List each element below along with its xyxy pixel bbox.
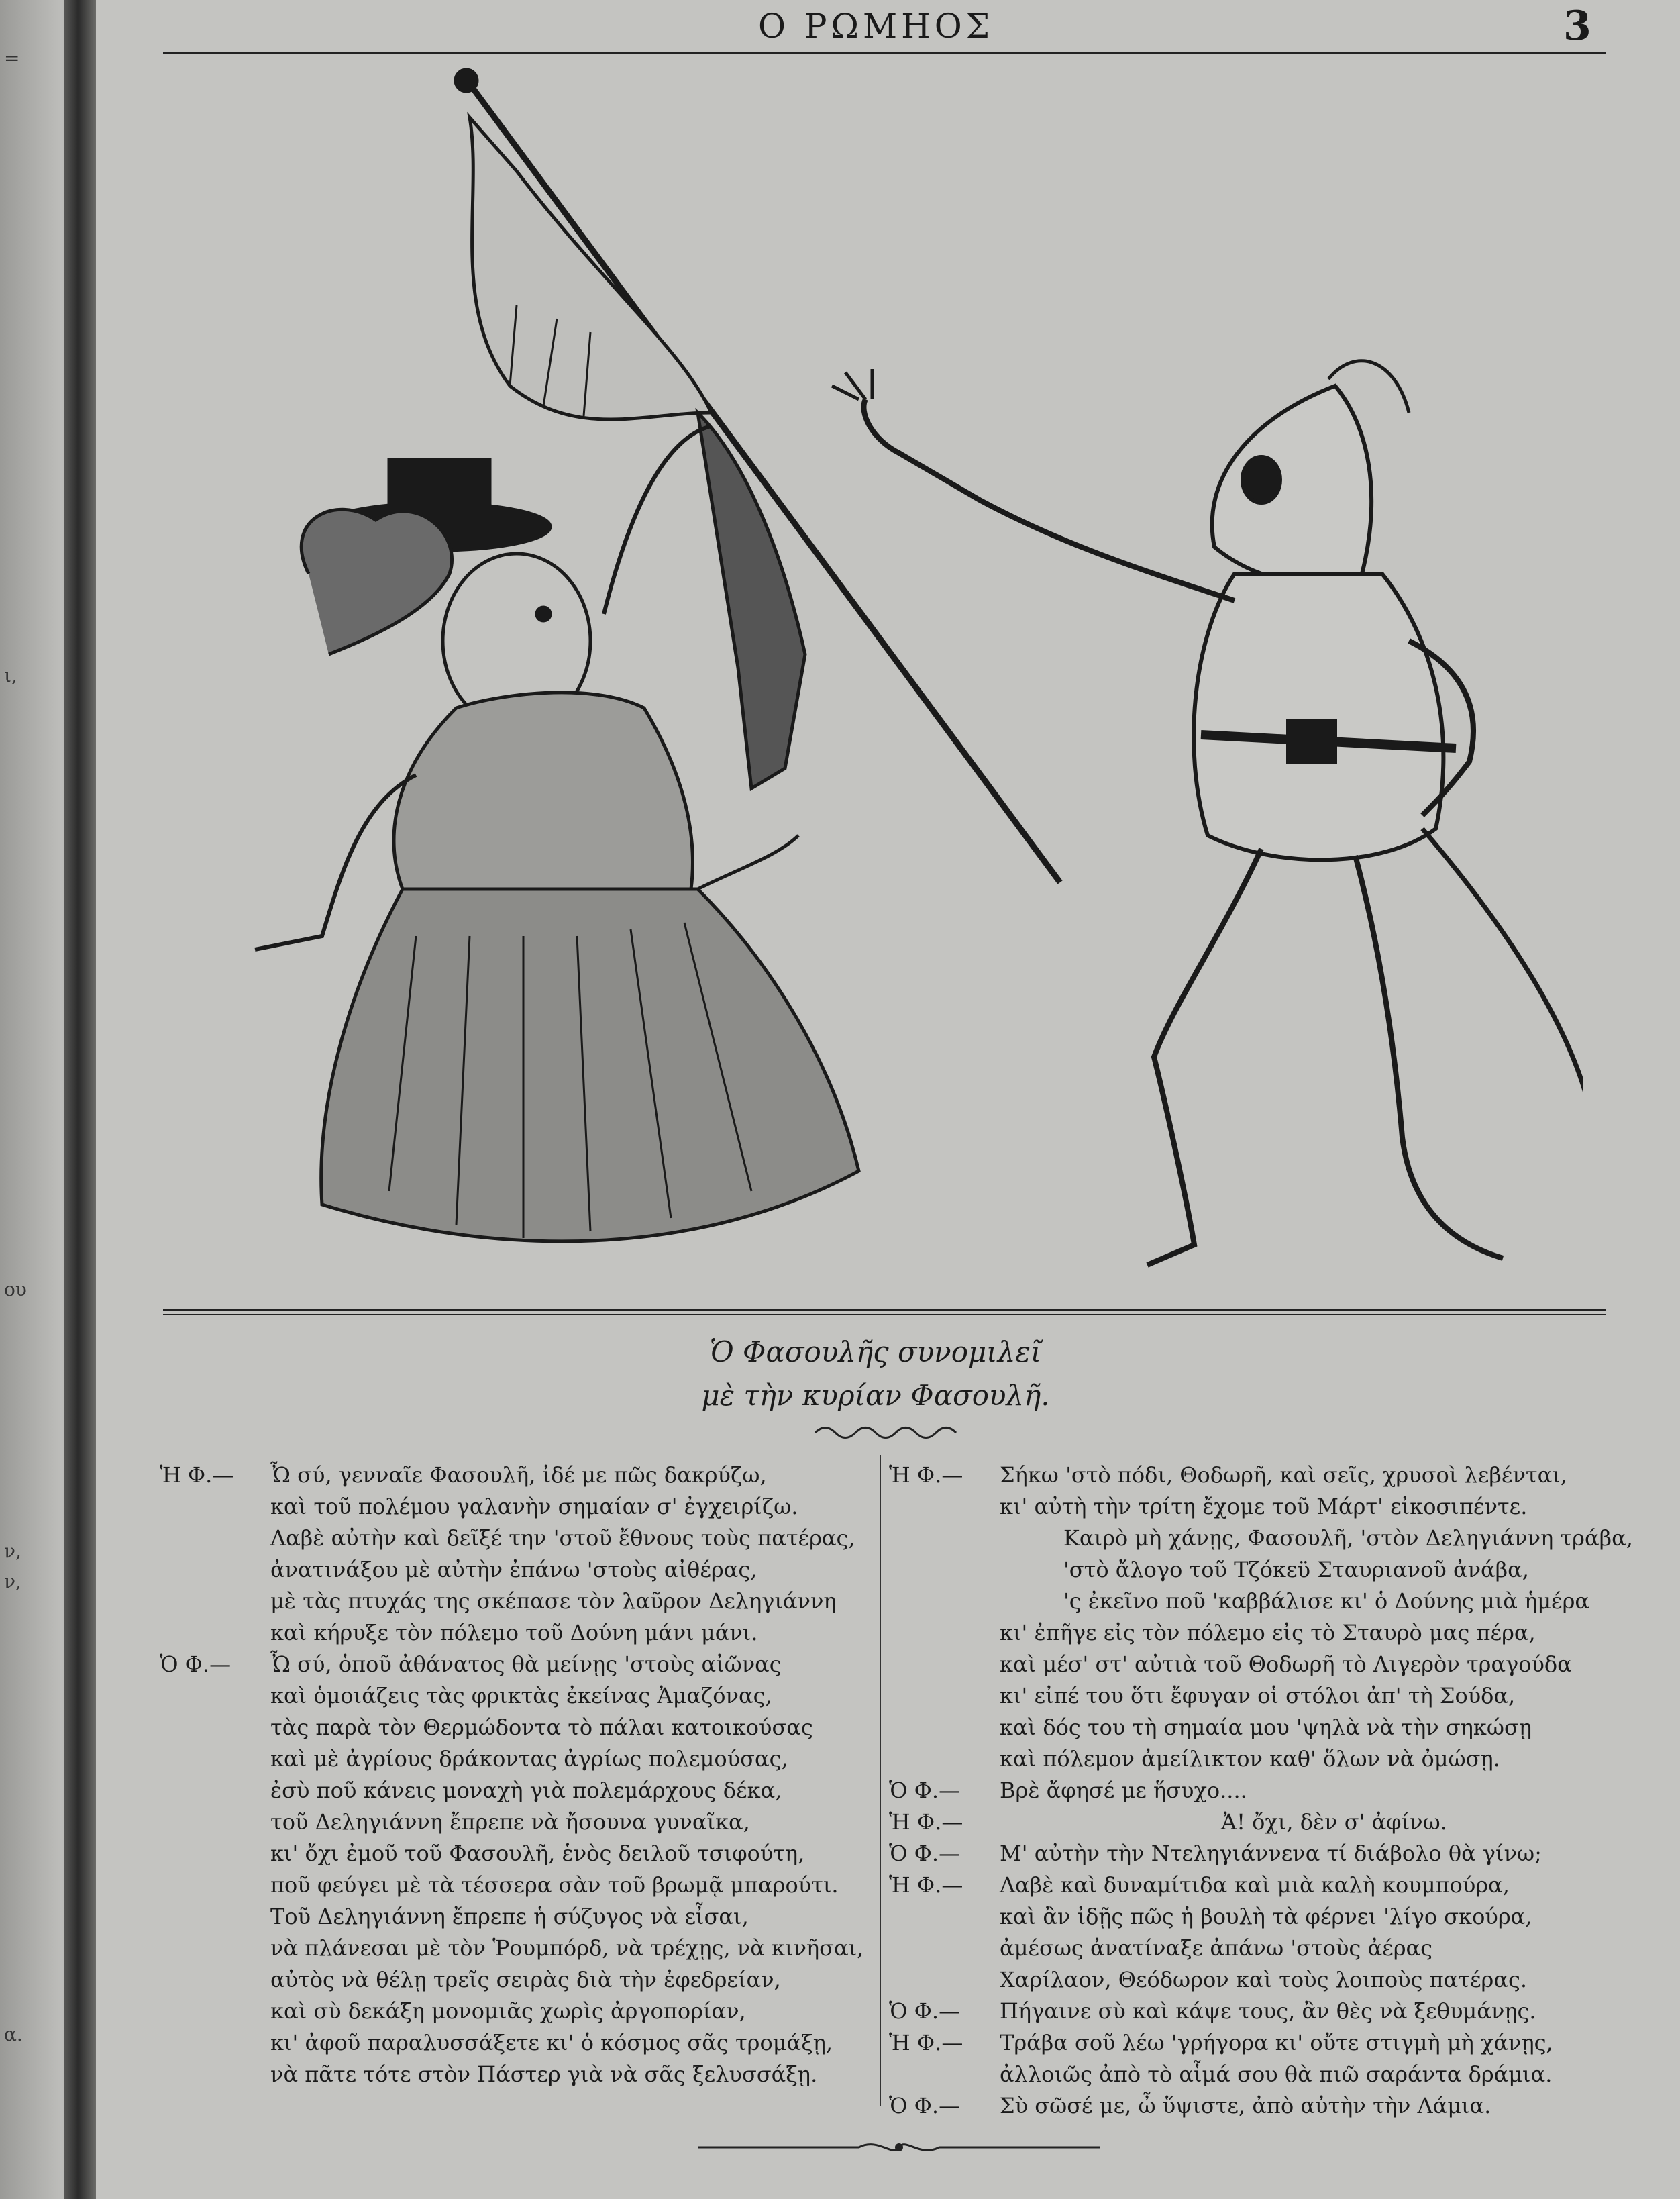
verse-text: καὶ μέσ' στ' αὐτιὰ τοῦ Θοδωρῆ τὸ Λιγερὸν τραγούδα xyxy=(1000,1651,1572,1677)
verse-text: 'ς ἐκεῖνο ποῦ 'καββάλισε κι' ὁ Δούνης μιὰ ἡμέρα xyxy=(1063,1588,1590,1614)
verse-line xyxy=(889,1523,1633,1554)
speaker-label: Ἡ Φ.— xyxy=(889,1462,963,1488)
verse-text: αὐτὸς νὰ θέλῃ τρεῖς σειρὰς διὰ τὴν ἐφεδρείαν, xyxy=(270,1967,781,1992)
verse-line xyxy=(160,1554,881,1586)
verse-text: νὰ πᾶτε τότε στὸν Πάστερ γιὰ νὰ σᾶς ξελυσσάξῃ. xyxy=(270,2061,818,2087)
verse-text: κι' ὄχι ἐμοῦ τοῦ Φασουλῆ, ἑνὸς δειλοῦ τσιφούτη, xyxy=(270,1841,805,1866)
verse-text: καὶ σὺ δεκάξη μονομιᾶς χωρὶς ἀργοπορίαν, xyxy=(270,1998,746,2024)
verse-text: καὶ ἂν ἰδῇς πῶς ἡ βουλὴ τὰ φέρνει 'λίγο σκούρα, xyxy=(1000,1904,1532,1929)
speaker-label: Ὁ Φ.— xyxy=(889,2093,961,2118)
margin-fragment: ι, xyxy=(4,664,17,686)
speaker-label: Ὁ Φ.— xyxy=(889,1998,961,2024)
speaker-label: Ὁ Φ.— xyxy=(160,1651,231,1677)
running-head: Ο ΡΩΜΗΟΣ xyxy=(758,7,994,46)
verse-line xyxy=(160,1996,881,2027)
verse-text: Καιρὸ μὴ χάνῃς, Φασουλῆ, 'στὸν Δεληγιάννη τράβα, xyxy=(1063,1525,1633,1551)
verse-line xyxy=(889,1491,1614,1523)
verse-line xyxy=(160,1806,881,1838)
margin-fragment: ου xyxy=(4,1278,27,1300)
verse-text: τὰς παρὰ τὸν Θερμώδοντα τὸ πάλαι κατοικούσας xyxy=(270,1715,813,1740)
verse-line xyxy=(889,1806,1614,1838)
verse-line xyxy=(160,1617,881,1649)
dialogue-right-column xyxy=(889,1460,1633,2122)
verse-text: Πήγαινε σὺ καὶ κάψε τους, ἂν θὲς νὰ ξεθυμάνῃς. xyxy=(1000,1998,1536,2024)
verse-line xyxy=(889,1901,1614,1933)
verse-line xyxy=(889,1838,1614,1870)
verse-text: Τράβα σοῦ λέω 'γρήγορα κι' οὔτε στιγμὴ μὴ χάνῃς, xyxy=(1000,2030,1553,2055)
verse-line xyxy=(160,1712,881,1743)
verse-text: τοῦ Δεληγιάννη ἔπρεπε νὰ ἤσουνα γυναῖκα, xyxy=(270,1809,750,1835)
verse-line xyxy=(889,1586,1614,1617)
speaker-label: Ἡ Φ.— xyxy=(889,1809,963,1835)
verse-line xyxy=(889,1712,1614,1743)
verse-line xyxy=(160,1775,881,1806)
verse-text: κι' ἐπῆγε εἰς τὸν πόλεμο εἰς τὸ Σταυρὸ μας πέρα, xyxy=(1000,1620,1536,1645)
verse-text: Τοῦ Δεληγιάννη ἔπρεπε ἡ σύζυγος νὰ εἶσαι, xyxy=(270,1904,749,1929)
illustration-rule xyxy=(163,1309,1606,1311)
verse-text: καὶ τοῦ πολέμου γαλανὴν σημαίαν σ' ἐγχειρίζω. xyxy=(270,1494,798,1519)
end-ornament xyxy=(691,2137,1107,2157)
verse-line xyxy=(160,1460,881,1491)
margin-fragment: ν, xyxy=(4,1540,21,1562)
verse-line xyxy=(160,1964,881,1996)
verse-line xyxy=(160,1870,881,1901)
verse-line xyxy=(889,1775,1614,1806)
verse-text: νὰ πλάνεσαι μὲ τὸν Ῥουμπόρδ, νὰ τρέχῃς, νὰ κινῆσαι, xyxy=(270,1935,864,1961)
book-gutter xyxy=(64,0,96,2199)
verse-line xyxy=(889,1554,1614,1586)
speaker-label: Ὁ Φ.— xyxy=(889,1778,961,1803)
verse-line xyxy=(889,2027,1614,2059)
verse-text: ἀμέσως ἀνατίναξε ἀπάνω 'στοὺς ἀέρας xyxy=(1000,1935,1433,1961)
verse-text: καὶ μὲ ἀγρίους δράκοντας ἀγρίως πολεμούσας, xyxy=(270,1746,788,1772)
speaker-label: Ἡ Φ.— xyxy=(889,1872,963,1898)
cartoon-illustration xyxy=(228,64,1583,1312)
verse-text: κι' αὐτὴ τὴν τρίτη ἔχομε τοῦ Μάρτ' εἰκοσιπέντε. xyxy=(1000,1494,1528,1519)
page-number: 3 xyxy=(1563,3,1591,50)
verse-text: κι' εἰπέ του ὅτι ἔφυγαν οἱ στόλοι ἀπ' τὴ Σούδα, xyxy=(1000,1683,1516,1708)
verse-text: καὶ κήρυξε τὸν πόλεμο τοῦ Δούνη μάνι μάνι. xyxy=(270,1620,758,1645)
verse-text: Χαρίλαον, Θεόδωρον καὶ τοὺς λοιποὺς πατέρας. xyxy=(1000,1967,1528,1992)
verse-text: Βρὲ ἄφησέ με ἥσυχο.... xyxy=(1000,1778,1247,1803)
verse-line xyxy=(889,1743,1614,1775)
verse-text: Ὦ σύ, γενναῖε Φασουλῆ, ἰδέ με πῶς δακρύζω, xyxy=(270,1462,767,1488)
verse-line xyxy=(160,1649,881,1680)
verse-line xyxy=(889,1680,1614,1712)
verse-line xyxy=(889,1649,1614,1680)
verse-text: Ὦ σύ, ὁποῦ ἀθάνατος θὰ μείνῃς 'στοὺς αἰῶνας xyxy=(270,1651,782,1677)
verse-text: ἀνατινάξου μὲ αὐτὴν ἐπάνω 'στοὺς αἰθέρας, xyxy=(270,1557,757,1582)
woman-with-flag-icon xyxy=(255,70,1060,1241)
verse-line xyxy=(160,1901,881,1933)
verse-line xyxy=(889,1870,1614,1901)
dialogue-left-column xyxy=(160,1460,881,2090)
verse-line xyxy=(889,2090,1614,2122)
verse-text: κι' ἀφοῦ παραλυσσάξετε κι' ὁ κόσμος σᾶς τρομάξῃ, xyxy=(270,2030,833,2055)
verse-line xyxy=(160,1491,881,1523)
verse-text: ποῦ φεύγει μὲ τὰ τέσσερα σὰν τοῦ βρωμᾷ μπαρούτι. xyxy=(270,1872,839,1898)
verse-line xyxy=(889,2059,1614,2090)
verse-text: καὶ ὁμοιάζεις τὰς φρικτὰς ἐκείνας Ἀμαζόνας, xyxy=(270,1683,772,1708)
verse-text: Ἀ! ὄχι, δὲν σ' ἀφίνω. xyxy=(1221,1809,1447,1835)
speaker-label: Ἡ Φ.— xyxy=(889,2030,963,2055)
verse-line xyxy=(160,1523,881,1554)
verse-text: Μ' αὐτὴν τὴν Ντεληγιάννενα τί διάβολο θὰ γίνω; xyxy=(1000,1841,1542,1866)
caption-line-1: Ὁ Φασουλῆς συνομιλεῖ xyxy=(709,1335,1042,1368)
verse-line xyxy=(160,1933,881,1964)
caption-line-2: μὲ τὴν κυρίαν Φασουλῆ. xyxy=(701,1379,1050,1412)
verse-text: Λαβὲ αὐτὴν καὶ δεῖξέ την 'στοῦ ἔθνους τοὺς πατέρας, xyxy=(270,1525,855,1551)
speaker-label: Ἡ Φ.— xyxy=(160,1462,234,1488)
verse-text: καὶ πόλεμον ἀμείλικτον καθ' ὅλων νὰ ὀμώσῃ. xyxy=(1000,1746,1500,1772)
verse-text: μὲ τὰς πτυχάς της σκέπασε τὸν λαῦρον Δεληγιάννη xyxy=(270,1588,837,1614)
verse-text: 'στὸ ἄλογο τοῦ Τζόκεϋ Σταυριανοῦ ἀνάβα, xyxy=(1063,1557,1529,1582)
margin-fragment: α. xyxy=(4,2023,23,2045)
margin-fragment: = xyxy=(4,47,20,69)
verse-line xyxy=(160,1586,881,1617)
verse-line xyxy=(889,1996,1614,2027)
verse-line xyxy=(889,1617,1614,1649)
verse-line xyxy=(160,2059,881,2090)
verse-text: Σήκω 'στὸ πόδι, Θοδωρῆ, καὶ σεῖς, χρυσοὶ λεβένται, xyxy=(1000,1462,1567,1488)
flourish-ornament xyxy=(812,1423,959,1443)
margin-fragment: ν, xyxy=(4,1570,21,1592)
verse-text: Λαβὲ καὶ δυναμίτιδα καὶ μιὰ καλὴ κουμπούρα, xyxy=(1000,1872,1510,1898)
verse-line xyxy=(889,1964,1614,1996)
verse-line xyxy=(160,1743,881,1775)
verse-line xyxy=(889,1933,1614,1964)
verse-text: ἀλλοιῶς ἀπὸ τὸ αἷμά σου θὰ πιῶ σαράντα δράμια. xyxy=(1000,2061,1553,2087)
verse-line xyxy=(889,1460,1614,1491)
verse-text: καὶ δός του τὴ σημαία μου 'ψηλὰ νὰ τὴν σηκώσῃ xyxy=(1000,1715,1532,1740)
verse-line xyxy=(160,1680,881,1712)
speaker-label: Ὁ Φ.— xyxy=(889,1841,961,1866)
verse-line xyxy=(160,1838,881,1870)
verse-text: Σὺ σῶσέ με, ὦ ὕψιστε, ἀπὸ αὐτὴν τὴν Λάμια. xyxy=(1000,2093,1491,2118)
verse-text: ἐσὺ ποῦ κάνεις μοναχὴ γιὰ πολεμάρχους δέκα, xyxy=(270,1778,782,1803)
header-rule xyxy=(163,52,1606,54)
verse-line xyxy=(160,2027,881,2059)
armored-man-with-sword-icon xyxy=(832,361,1583,1265)
illustration-rule-thin xyxy=(163,1314,1606,1315)
